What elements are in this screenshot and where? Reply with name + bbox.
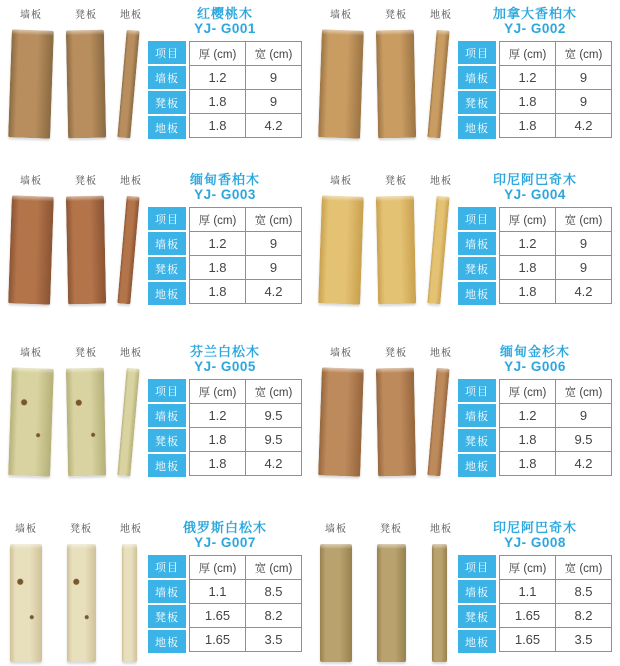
wall-board-sample	[10, 344, 52, 476]
spec-values	[189, 555, 302, 652]
wall-board-sample	[10, 520, 42, 662]
floor-board-sample	[120, 344, 142, 476]
col-width-header: 宽 (cm)	[556, 380, 612, 404]
bench-thickness-value: 1.65	[500, 604, 556, 628]
floor-board-sample	[430, 172, 452, 304]
spec-row-labels	[148, 207, 186, 305]
spec-row-labels	[458, 41, 496, 139]
col-width-header: 宽 (cm)	[246, 556, 302, 580]
spec-label-floor: 地板	[148, 454, 186, 477]
product-info	[452, 172, 616, 332]
bench-board-sample	[377, 344, 415, 476]
floor-thickness-value: 1.65	[500, 628, 556, 652]
floor-thickness-value: 1.65	[190, 628, 246, 652]
spec-table	[458, 555, 612, 653]
spec-header-row	[190, 556, 302, 580]
bench-board-sample	[377, 172, 415, 304]
wall-thickness-value: 1.2	[500, 66, 556, 90]
product-name: 俄罗斯白松木	[182, 520, 267, 535]
floor-board-label: 地板	[430, 176, 452, 187]
col-thickness-header: 厚 (cm)	[500, 556, 556, 580]
plank-samples	[10, 520, 142, 664]
spec-label-floor: 地板	[458, 454, 496, 477]
col-thickness-header: 厚 (cm)	[190, 556, 246, 580]
wall-board-photo	[318, 367, 364, 476]
spec-label-floor: 地板	[458, 282, 496, 305]
product-info	[452, 520, 616, 664]
spec-row-floor	[500, 280, 612, 304]
wall-board-photo	[8, 195, 54, 304]
bench-width-value: 9	[556, 90, 612, 114]
spec-label-bench: 凳板	[148, 91, 186, 114]
floor-width-value: 3.5	[556, 628, 612, 652]
spec-label-wall: 墙板	[458, 580, 496, 603]
wall-board-sample	[320, 172, 362, 304]
bench-board-label: 凳板	[385, 10, 407, 21]
floor-board-sample	[430, 520, 452, 662]
wall-width-value: 9.5	[246, 404, 302, 428]
floor-width-value: 4.2	[556, 280, 612, 304]
spec-header-row	[190, 208, 302, 232]
spec-row-floor	[190, 628, 302, 652]
product-name: 红樱桃木	[196, 6, 253, 21]
floor-board-label: 地板	[120, 348, 142, 359]
wall-thickness-value: 1.1	[500, 580, 556, 604]
spec-label-floor: 地板	[148, 630, 186, 653]
spec-header-item: 项目	[148, 379, 186, 402]
product-model: YJ- G007	[194, 535, 256, 550]
spec-values	[189, 207, 302, 304]
bench-board-photo	[377, 544, 406, 662]
col-thickness-header: 厚 (cm)	[500, 42, 556, 66]
wall-width-value: 9	[246, 232, 302, 256]
wall-board-photo	[320, 544, 352, 662]
bench-thickness-value: 1.65	[190, 604, 246, 628]
wall-thickness-value: 1.2	[190, 66, 246, 90]
spec-header-row	[500, 42, 612, 66]
spec-row-labels	[148, 379, 186, 477]
wall-width-value: 9	[556, 232, 612, 256]
plank-samples	[10, 172, 142, 332]
floor-board-sample	[430, 344, 452, 476]
spec-values	[499, 41, 612, 138]
spec-header-item: 项目	[148, 555, 186, 578]
wall-board-label: 墙板	[15, 524, 37, 535]
spec-label-bench: 凳板	[148, 429, 186, 452]
bench-board-sample	[67, 6, 105, 138]
product-card	[310, 332, 620, 498]
spec-row-floor	[190, 114, 302, 138]
spec-row-wall	[190, 232, 302, 256]
spec-header-row	[500, 380, 612, 404]
col-width-header: 宽 (cm)	[246, 42, 302, 66]
spec-values	[499, 207, 612, 304]
wall-board-sample	[10, 6, 52, 138]
spec-label-wall: 墙板	[148, 404, 186, 427]
col-width-header: 宽 (cm)	[556, 42, 612, 66]
product-card	[0, 498, 310, 664]
product-model: YJ- G004	[504, 187, 566, 202]
floor-board-photo	[117, 196, 139, 305]
floor-board-photo	[122, 544, 137, 662]
product-model: YJ- G008	[504, 535, 566, 550]
product-card	[310, 498, 620, 664]
col-width-header: 宽 (cm)	[556, 208, 612, 232]
spec-row-labels	[148, 555, 186, 653]
wall-board-photo	[318, 195, 364, 304]
product-model: YJ- G003	[194, 187, 256, 202]
floor-board-photo	[427, 196, 449, 305]
spec-row-wall	[190, 580, 302, 604]
spec-table	[458, 379, 612, 477]
spec-row-wall	[500, 404, 612, 428]
bench-thickness-value: 1.8	[500, 428, 556, 452]
bench-board-sample	[377, 520, 406, 662]
spec-label-wall: 墙板	[458, 66, 496, 89]
floor-board-photo	[427, 368, 449, 477]
spec-row-bench	[500, 604, 612, 628]
spec-table	[148, 207, 302, 305]
col-thickness-header: 厚 (cm)	[190, 42, 246, 66]
plank-samples	[320, 344, 452, 498]
spec-header-item: 项目	[148, 41, 186, 64]
bench-board-label: 凳板	[75, 176, 97, 187]
spec-values	[189, 41, 302, 138]
product-name: 缅甸金杉木	[499, 344, 570, 359]
spec-row-floor	[190, 280, 302, 304]
spec-header-row	[190, 42, 302, 66]
wall-thickness-value: 1.1	[190, 580, 246, 604]
floor-board-label: 地板	[120, 524, 142, 535]
wall-board-photo	[8, 367, 54, 476]
spec-row-labels	[148, 41, 186, 139]
spec-header-item: 项目	[148, 207, 186, 230]
spec-label-wall: 墙板	[148, 580, 186, 603]
bench-width-value: 9	[246, 256, 302, 280]
col-width-header: 宽 (cm)	[246, 380, 302, 404]
wall-width-value: 9	[556, 66, 612, 90]
spec-header-row	[500, 208, 612, 232]
product-card	[0, 0, 310, 166]
spec-label-bench: 凳板	[148, 257, 186, 280]
spec-label-bench: 凳板	[458, 91, 496, 114]
spec-label-bench: 凳板	[458, 429, 496, 452]
product-model: YJ- G002	[504, 21, 566, 36]
spec-row-floor	[500, 628, 612, 652]
product-info	[142, 344, 306, 498]
wall-width-value: 9	[246, 66, 302, 90]
spec-table	[148, 379, 302, 477]
bench-board-photo	[376, 368, 416, 477]
spec-label-floor: 地板	[458, 630, 496, 653]
wall-board-label: 墙板	[20, 10, 42, 21]
floor-board-sample	[120, 172, 142, 304]
bench-width-value: 9	[556, 256, 612, 280]
bench-board-label: 凳板	[385, 348, 407, 359]
floor-width-value: 4.2	[246, 114, 302, 138]
floor-board-label: 地板	[430, 348, 452, 359]
bench-thickness-value: 1.8	[190, 428, 246, 452]
wall-board-photo	[8, 29, 54, 138]
floor-width-value: 4.2	[246, 452, 302, 476]
product-info	[452, 344, 616, 498]
spec-label-wall: 墙板	[458, 404, 496, 427]
product-info	[142, 520, 306, 664]
spec-row-wall	[190, 404, 302, 428]
bench-board-label: 凳板	[380, 524, 402, 535]
wall-board-label: 墙板	[330, 348, 352, 359]
bench-board-photo	[376, 30, 416, 139]
wall-board-sample	[320, 520, 352, 662]
product-name: 印尼阿巴奇木	[492, 520, 577, 535]
product-model: YJ- G001	[194, 21, 256, 36]
floor-board-label: 地板	[120, 10, 142, 21]
wall-board-label: 墙板	[330, 10, 352, 21]
col-width-header: 宽 (cm)	[556, 556, 612, 580]
floor-thickness-value: 1.8	[500, 452, 556, 476]
spec-row-bench	[500, 90, 612, 114]
bench-width-value: 8.2	[246, 604, 302, 628]
spec-table	[458, 207, 612, 305]
wall-board-sample	[10, 172, 52, 304]
wall-board-label: 墙板	[20, 348, 42, 359]
bench-board-label: 凳板	[70, 524, 92, 535]
col-width-header: 宽 (cm)	[246, 208, 302, 232]
wall-board-sample	[320, 344, 362, 476]
spec-row-floor	[190, 452, 302, 476]
spec-row-bench	[190, 428, 302, 452]
floor-board-photo	[432, 544, 447, 662]
spec-row-bench	[190, 90, 302, 114]
col-thickness-header: 厚 (cm)	[500, 380, 556, 404]
wall-board-label: 墙板	[20, 176, 42, 187]
floor-board-photo	[427, 30, 449, 139]
bench-thickness-value: 1.8	[190, 90, 246, 114]
product-card	[0, 332, 310, 498]
plank-samples	[320, 6, 452, 166]
plank-samples	[10, 344, 142, 498]
spec-values	[499, 555, 612, 652]
spec-table	[148, 555, 302, 653]
floor-board-label: 地板	[430, 10, 452, 21]
floor-width-value: 3.5	[246, 628, 302, 652]
product-card	[310, 166, 620, 332]
wall-thickness-value: 1.2	[500, 232, 556, 256]
bench-thickness-value: 1.8	[500, 256, 556, 280]
floor-board-label: 地板	[120, 176, 142, 187]
floor-width-value: 4.2	[556, 114, 612, 138]
bench-board-label: 凳板	[75, 348, 97, 359]
spec-label-floor: 地板	[148, 116, 186, 139]
spec-label-wall: 墙板	[148, 232, 186, 255]
bench-board-label: 凳板	[385, 176, 407, 187]
bench-board-sample	[377, 6, 415, 138]
floor-board-sample	[120, 520, 142, 662]
bench-board-photo	[66, 30, 106, 139]
product-info	[142, 172, 306, 332]
wall-thickness-value: 1.2	[190, 404, 246, 428]
wall-thickness-value: 1.2	[190, 232, 246, 256]
plank-samples	[320, 520, 452, 664]
spec-header-item: 项目	[458, 555, 496, 578]
spec-row-bench	[500, 428, 612, 452]
spec-row-wall	[500, 580, 612, 604]
spec-row-bench	[500, 256, 612, 280]
col-thickness-header: 厚 (cm)	[500, 208, 556, 232]
spec-label-floor: 地板	[458, 116, 496, 139]
wall-board-sample	[320, 6, 362, 138]
floor-thickness-value: 1.8	[190, 452, 246, 476]
floor-board-photo	[117, 368, 139, 477]
wall-board-photo	[10, 544, 42, 662]
bench-board-photo	[66, 368, 106, 477]
wall-thickness-value: 1.2	[500, 404, 556, 428]
product-model: YJ- G006	[504, 359, 566, 374]
floor-board-sample	[430, 6, 452, 138]
product-name: 加拿大香柏木	[492, 6, 577, 21]
wall-width-value: 8.5	[246, 580, 302, 604]
bench-thickness-value: 1.8	[190, 256, 246, 280]
spec-row-floor	[500, 452, 612, 476]
spec-header-row	[190, 380, 302, 404]
spec-header-item: 项目	[458, 379, 496, 402]
spec-row-floor	[500, 114, 612, 138]
wall-board-label: 墙板	[330, 176, 352, 187]
bench-board-sample	[67, 344, 105, 476]
spec-label-floor: 地板	[148, 282, 186, 305]
bench-board-label: 凳板	[75, 10, 97, 21]
spec-label-bench: 凳板	[458, 605, 496, 628]
plank-samples	[10, 6, 142, 166]
floor-thickness-value: 1.8	[500, 280, 556, 304]
spec-row-labels	[458, 207, 496, 305]
floor-board-label: 地板	[430, 524, 452, 535]
spec-values	[499, 379, 612, 476]
product-model: YJ- G005	[194, 359, 256, 374]
spec-row-wall	[500, 66, 612, 90]
wall-width-value: 8.5	[556, 580, 612, 604]
spec-row-wall	[500, 232, 612, 256]
bench-board-photo	[376, 196, 416, 305]
product-name: 印尼阿巴奇木	[492, 172, 577, 187]
spec-header-item: 项目	[458, 207, 496, 230]
spec-label-wall: 墙板	[148, 66, 186, 89]
spec-values	[189, 379, 302, 476]
wall-board-photo	[318, 29, 364, 138]
spec-row-labels	[458, 555, 496, 653]
product-card	[310, 0, 620, 166]
floor-board-sample	[120, 6, 142, 138]
spec-header-row	[500, 556, 612, 580]
floor-thickness-value: 1.8	[190, 114, 246, 138]
col-thickness-header: 厚 (cm)	[190, 380, 246, 404]
col-thickness-header: 厚 (cm)	[190, 208, 246, 232]
product-name: 缅甸香柏木	[189, 172, 260, 187]
floor-width-value: 4.2	[556, 452, 612, 476]
bench-width-value: 9.5	[556, 428, 612, 452]
bench-width-value: 9	[246, 90, 302, 114]
spec-header-item: 项目	[458, 41, 496, 64]
bench-thickness-value: 1.8	[500, 90, 556, 114]
spec-row-wall	[190, 66, 302, 90]
spec-label-bench: 凳板	[148, 605, 186, 628]
floor-thickness-value: 1.8	[500, 114, 556, 138]
bench-board-photo	[67, 544, 96, 662]
product-card	[0, 166, 310, 332]
wall-board-label: 墙板	[325, 524, 347, 535]
bench-board-sample	[67, 172, 105, 304]
product-info	[452, 6, 616, 166]
bench-width-value: 9.5	[246, 428, 302, 452]
spec-row-bench	[190, 604, 302, 628]
floor-board-photo	[117, 30, 139, 139]
spec-row-bench	[190, 256, 302, 280]
spec-label-bench: 凳板	[458, 257, 496, 280]
bench-board-photo	[66, 196, 106, 305]
product-info	[142, 6, 306, 166]
plank-samples	[320, 172, 452, 332]
spec-table	[148, 41, 302, 139]
product-name: 芬兰白松木	[189, 344, 260, 359]
spec-label-wall: 墙板	[458, 232, 496, 255]
bench-board-sample	[67, 520, 96, 662]
spec-row-labels	[458, 379, 496, 477]
wall-width-value: 9	[556, 404, 612, 428]
spec-table	[458, 41, 612, 139]
floor-thickness-value: 1.8	[190, 280, 246, 304]
floor-width-value: 4.2	[246, 280, 302, 304]
bench-width-value: 8.2	[556, 604, 612, 628]
